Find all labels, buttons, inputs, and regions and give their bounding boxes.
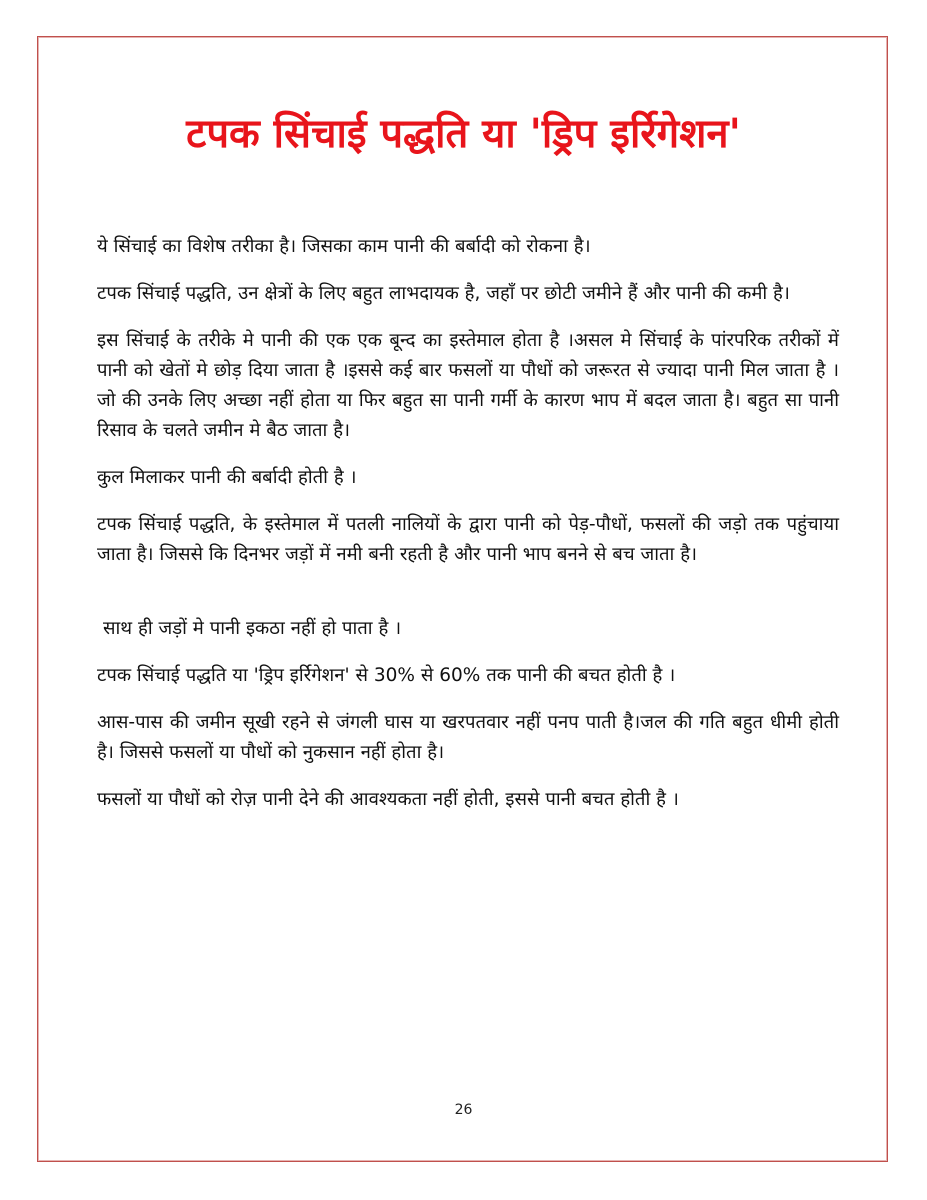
paragraph-7: टपक सिंचाई पद्धति या 'ड्रिप इर्रिगेशन' से 30% से 60% तक पानी की बचत होती है । — [97, 665, 676, 686]
paragraph-5: टपक सिंचाई पद्धति, के इस्तेमाल में पतली नालियों के द्वारा पानी को पेड़-पौधों, फसलों की जड़ो तक पहुंचाया जाता है। जिससे कि दिनभर जड़ों में नमी बनी रहती है और पानी भाप बनने से बच जाता है। — [97, 514, 839, 565]
paragraph-2: टपक सिंचाई पद्धति, उन क्षेत्रों के लिए बहुत लाभदायक है, जहाँ पर छोटी जमीने हैं और पानी की कमी है। — [97, 283, 790, 304]
paragraph-6: साथ ही जड़ों मे पानी इकठा नहीं हो पाता है । — [103, 618, 402, 639]
paragraph-1: ये सिंचाई का विशेष तरीका है। जिसका काम पानी की बर्बादी को रोकना है। — [97, 236, 591, 257]
paragraph-8: आस-पास की जमीन सूखी रहने से जंगली घास या खरपतवार नहीं पनप पाती है।जल की गति बहुत धीमी होती है। जिससे फसलों या पौधों को नुकसान नहीं होता है। — [97, 712, 839, 763]
page-title: टपक सिंचाई पद्धति या 'ड्रिप इर्रिगेशन' — [186, 111, 741, 157]
paragraph-4: कुल मिलाकर पानी की बर्बादी होती है । — [97, 467, 357, 488]
paragraph-9: फसलों या पौधों को रोज़ पानी देने की आवश्यकता नहीं होती, इससे पानी बचत होती है । — [97, 789, 679, 810]
document-body — [97, 232, 839, 832]
paragraph-3: इस सिंचाई के तरीके मे पानी की एक एक बून्द का इस्तेमाल होता है ।असल मे सिंचाई के पांरपरिक तरीकों में पानी को खेतों मे छोड़ दिया जाता है ।इससे कई बार फसलों या पौधों को जरूरत से ज्यादा पानी मिल जाता है ।जो की उनके लिए अच्छा नहीं होता या फिर बहुत सा पानी गर्मी के कारण भाप में बदल जाता है। बहुत सा पानी रिसाव के चलते जमीन मे बैठ जाता है। — [97, 330, 839, 441]
page-number: 26 — [454, 1102, 473, 1118]
